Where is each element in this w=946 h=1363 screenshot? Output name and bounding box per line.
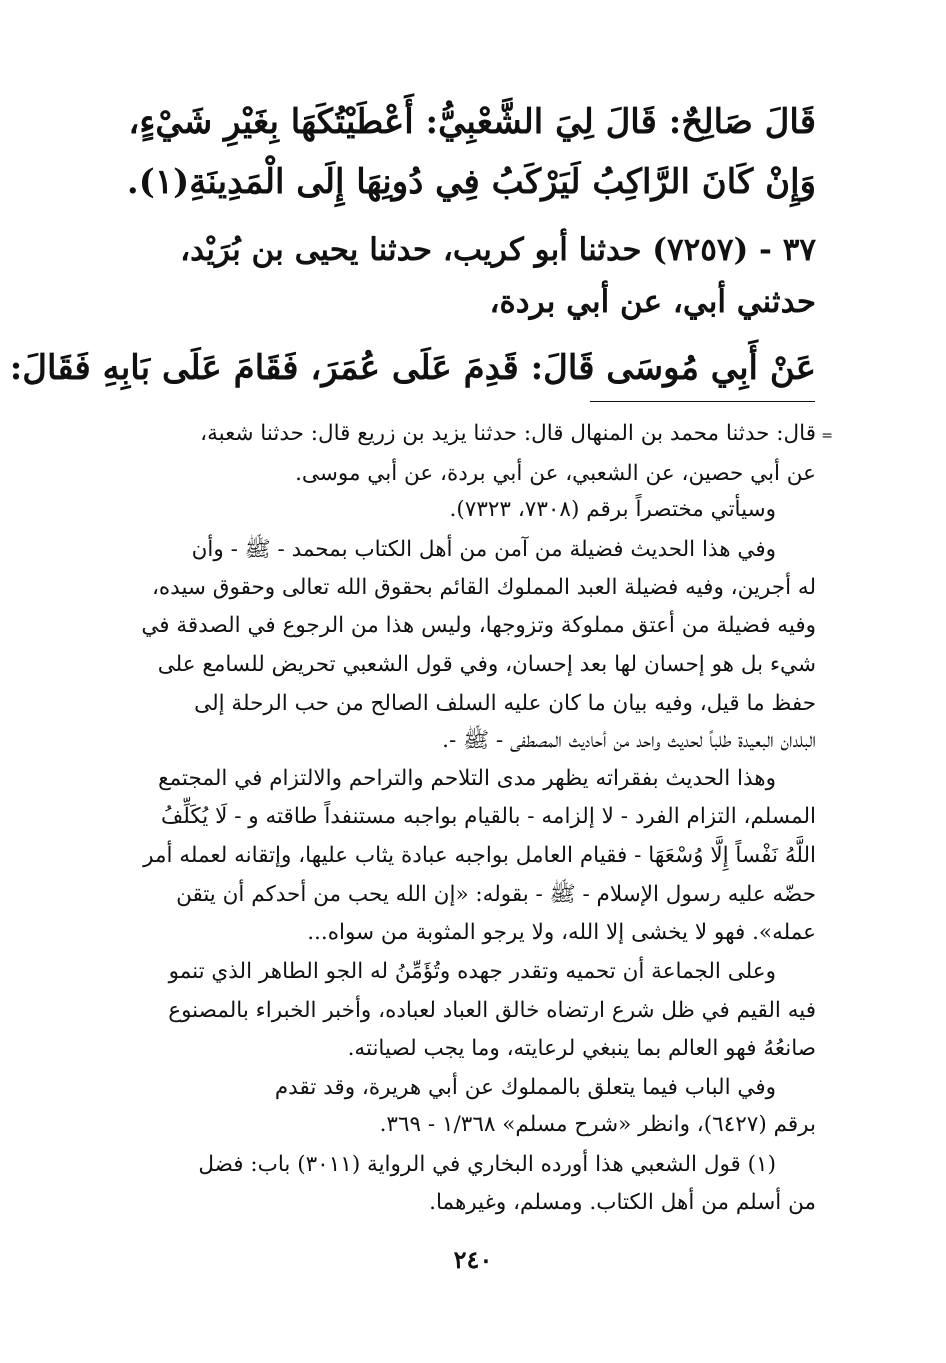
commentary-line: عن أبي حصين، عن الشعبي، عن أبي بردة، عن أبي موسى.: [295, 461, 816, 486]
page-number: ٢٤٠: [453, 1245, 493, 1274]
commentary-line: البلدان البعيدة طلباً لحديث واحد من أحاديث المصطفى - ﷺ -.: [442, 728, 816, 753]
commentary-line: المسلم، التزام الفرد - لا إلزامه - بالقيام بواجبه مستنفداً طاقته و - لَا يُكَلِّفُ: [161, 804, 816, 829]
isnad-line: حدثني أبي، عن أبي بردة،: [489, 284, 816, 320]
commentary-line: وفي الباب فيما يتعلق بالمملوك عن أبي هريرة، وقد تقدم: [274, 1075, 776, 1100]
hadith-text-line-2: وَإِنْ كَانَ الرَّاكِبُ لَيَرْكَبُ فِي دُونِهَا إِلَى الْمَدِينَةِ(١).: [126, 162, 816, 202]
matn-opening-line: عَنْ أَبِي مُوسَى قَالَ: قَدِمَ عَلَى عُمَرَ، فَقَامَ عَلَى بَابِهِ فَقَالَ:: [9, 348, 816, 388]
footnote-line-2: من أسلم من أهل الكتاب. ومسلم، وغيرهما.: [429, 1190, 816, 1215]
commentary-line: قال: حدثنا محمد بن المنهال قال: حدثنا يزيد بن زريع قال: حدثنا شعبة،: [200, 421, 816, 446]
commentary-line: له أجرين، وفيه فضيلة العبد المملوك القائم بحقوق الله تعالى وحقوق سيده،: [151, 575, 816, 600]
separator-rule: [590, 401, 815, 402]
commentary-line: شيء بل هو إحسان لها بعد إحسان، وفي قول الشعبي تحريض للسامع على: [157, 652, 816, 677]
footnote-line-1: (١) قول الشعبي هذا أورده البخاري في الرواية (٣٠١١) باب: فضل: [198, 1152, 776, 1177]
commentary-line: وهذا الحديث بفقراته يظهر مدى التلاحم والتراحم والالتزام في المجتمع: [158, 766, 776, 791]
commentary-line: وعلى الجماعة أن تحميه وتقدر جهده وتُؤَمِّنُ له الجو الطاهر الذي تنمو: [168, 959, 776, 984]
commentary-line: برقم (٦٤٢٧)، وانظر «شرح مسلم» ١/٣٦٨ - ٣٦٩.: [379, 1112, 816, 1137]
continuation-marker: =: [821, 428, 833, 444]
commentary-line: وفيه فضيلة من أعتق مملوكة وتزوجها، وليس هذا من الرجوع في الصدقة في: [141, 613, 816, 638]
hadith-number-heading: ٣٧ - (٧٢٥٧) حدثنا أبو كريب، حدثنا يحيى بن بُرَيْد،: [180, 232, 816, 268]
commentary-line: اللَّهُ نَفْساً إِلَّا وُسْعَهَا - فقيام العامل بواجبه عبادة يثاب عليها، وإتقانه لعمله أمر: [143, 843, 816, 868]
commentary-line: حضّه عليه رسول الإسلام - ﷺ - بقوله: «إن الله يحب من أحدكم أن يتقن: [176, 882, 816, 907]
hadith-text-line-1: قَالَ صَالِحٌ: قَالَ لِيَ الشَّعْبِيُّ: أَعْطَيْتُكَهَا بِغَيْرِ شَيْءٍ،: [128, 102, 816, 142]
commentary-line: فيه القيم في ظل شرع ارتضاه خالق العباد لعباده، وأخبر الخبراء بالمصنوع: [168, 998, 816, 1023]
commentary-line: عمله». فهو لا يخشى إلا الله، ولا يرجو المثوبة من سواه...: [307, 920, 816, 945]
commentary-line: وفي هذا الحديث فضيلة من آمن من أهل الكتاب بمحمد - ﷺ - وأن: [191, 537, 776, 562]
commentary-line: صانعُهُ فهو العالم بما ينبغي لرعايته، وما يجب لصيانته.: [347, 1036, 816, 1061]
commentary-line: وسيأتي مختصراً برقم (٧٣٠٨، ٧٣٢٣).: [449, 497, 776, 522]
commentary-line: حفظ ما قيل، وفيه بيان ما كان عليه السلف الصالح من حب الرحلة إلى: [194, 691, 816, 716]
